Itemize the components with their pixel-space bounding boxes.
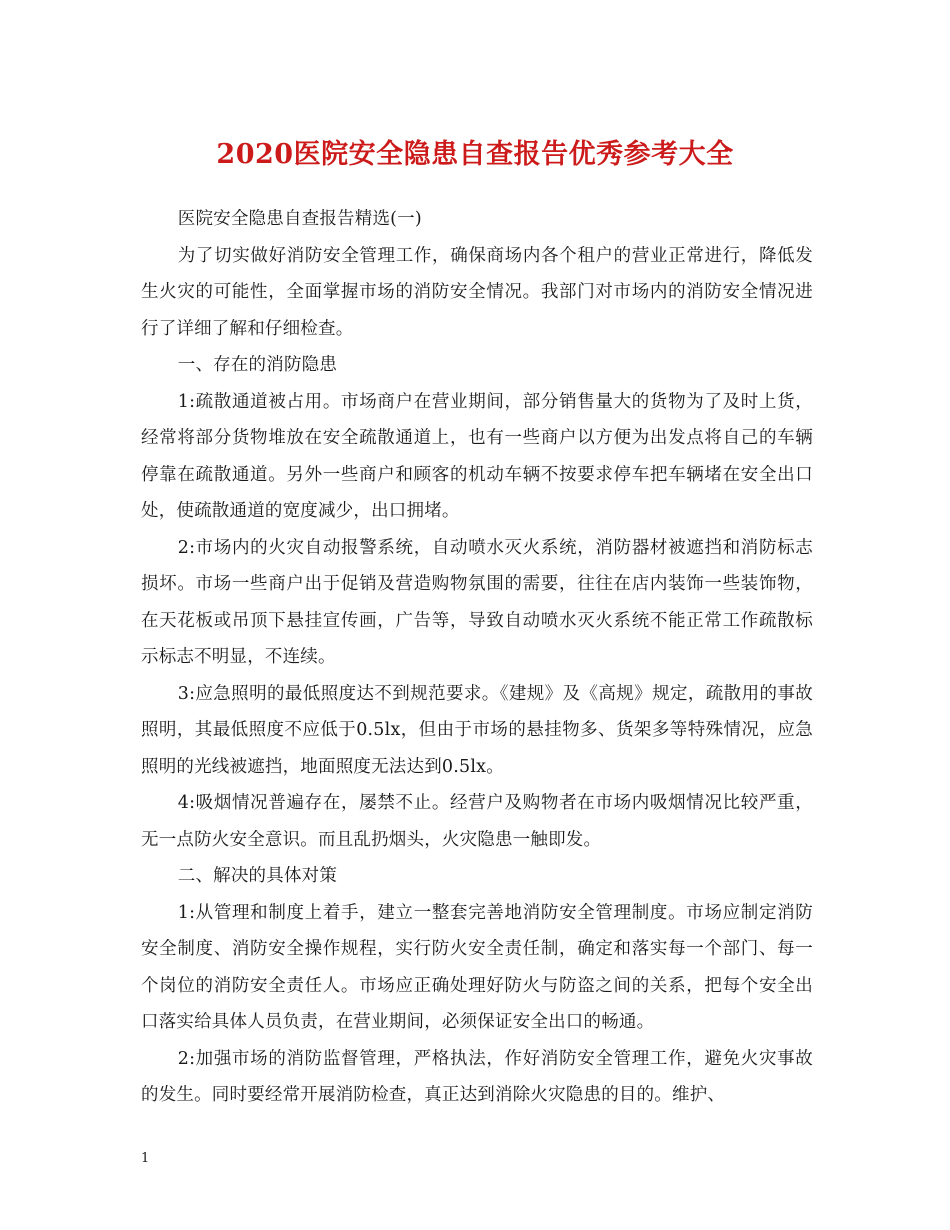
paragraph-hazard-4: 4:吸烟情况普遍存在，屡禁不止。经营户及购物者在市场内吸烟情况比较严重，无一点防火安全意识。而且乱扔烟头，火灾隐患一触即发。 — [141, 793, 813, 850]
paragraph-subtitle: 医院安全隐患自查报告精选(一) — [177, 209, 422, 229]
section-heading-hazards: 一、存在的消防隐患 — [177, 355, 338, 375]
paragraph-hazard-1: 1:疏散通道被占用。市场商户在营业期间，部分销售量大的货物为了及时上货，经常将部分货物堆放在安全疏散通道上，也有一些商户以方便为出发点将自己的车辆停靠在疏散通道。另外一些商户和顾客的机动车辆不按要求停车把车辆堵在安全出口处，使疏散通道的宽度减少，出口拥堵。 — [141, 391, 813, 521]
page-number: 1 — [141, 1151, 150, 1166]
document-title: 2020医院安全隐患自查报告优秀参考大全 — [216, 139, 734, 170]
document-body — [141, 201, 813, 1114]
paragraph-hazard-2: 2:市场内的火灾自动报警系统，自动喷水灭火系统，消防器材被遮挡和消防标志损坏。市场一些商户出于促销及营造购物氛围的需要，往往在店内装饰一些装饰物，在天花板或吊顶下悬挂宣传画，广告等，导致自动喷水灭火系统不能正常工作疏散标示标志不明显，不连续。 — [141, 537, 813, 667]
paragraph-intro: 为了切实做好消防安全管理工作，确保商场内各个租户的营业正常进行，降低发生火灾的可能性，全面掌握市场的消防安全情况。我部门对市场内的消防安全情况进行了详细了解和仔细检查。 — [141, 245, 813, 339]
paragraph-hazard-3: 3:应急照明的最低照度达不到规范要求。《建规》及《高规》规定，疏散用的事故照明，其最低照度不应低于0.5lx，但由于市场的悬挂物多、货架多等特殊情况，应急照明的光线被遮挡，地面照度无法达到0.5lx。 — [141, 683, 813, 777]
paragraph-measure-1: 1:从管理和制度上着手，建立一整套完善地消防安全管理制度。市场应制定消防安全制度、消防安全操作规程，实行防火安全责任制，确定和落实每一个部门、每一个岗位的消防安全责任人。市场应正确处理好防火与防盗之间的关系，把每个安全出口落实给具体人员负责，在营业期间，必须保证安全出口的畅通。 — [141, 902, 813, 1032]
paragraph-measure-2: 2:加强市场的消防监督管理，严格执法，作好消防安全管理工作，避免火灾事故的发生。同时要经常开展消防检查，真正达到消除火灾隐患的目的。维护、 — [141, 1048, 813, 1105]
section-heading-measures: 二、解决的具体对策 — [177, 866, 338, 886]
